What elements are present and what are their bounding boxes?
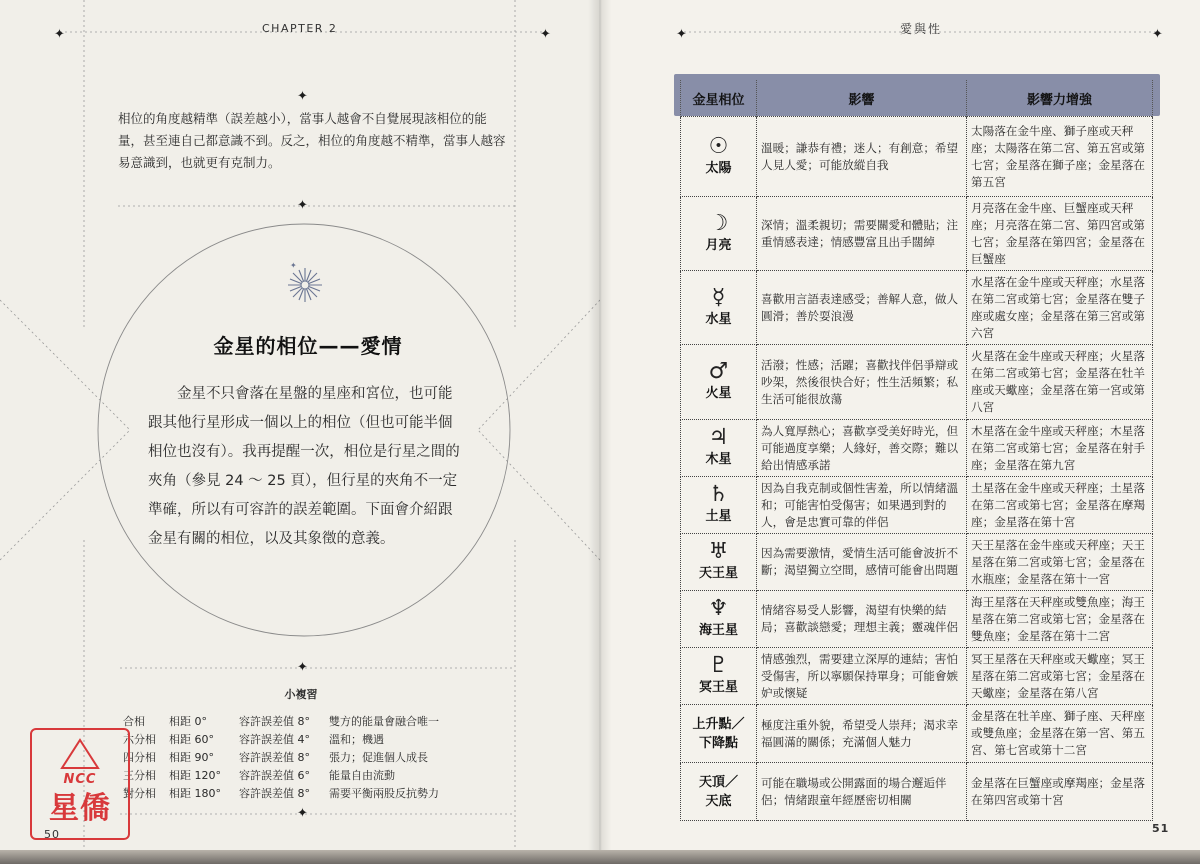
- page-number: 51: [1152, 822, 1170, 835]
- table-row: [681, 534, 1153, 591]
- table-row: [681, 271, 1153, 345]
- review-row: 四分相 相距 90° 容許誤差值 8° 張力；促進個人成長: [123, 751, 428, 764]
- effect-cell: 溫暖；謙恭有禮；迷人；有創意；希望人見人愛；可能放縱自我: [757, 117, 967, 197]
- effect-cell: 極度注重外貌，希望受人崇拜；渴求幸福圓滿的關係；充滿個人魅力: [757, 705, 967, 763]
- amplify-cell: 冥王星落在天秤座或天蠍座；冥王星落在第二宮或第七宮；金星落在天蠍座；金星落在第八宮: [967, 648, 1153, 705]
- sparkle-icon: ✦: [297, 89, 308, 104]
- effect-cell: 因為自我克制或個性害羞，所以情緒溫和；可能害怕受傷害；如果遇到對的人，會是忠實可靠的伴侶: [757, 477, 967, 534]
- sparkle-icon: ✦: [540, 27, 551, 42]
- chapter-header: 愛與性: [900, 22, 943, 36]
- table-row: [681, 117, 1153, 197]
- intro-paragraph: 相位的角度越精準（誤差越小），當事人越會不自覺展現該相位的能量，甚至連自己都意識不到。反之，相位的角度越不精準，當事人越容易意識到，也就更有克制力。: [118, 111, 506, 170]
- effect-cell: 情緒容易受人影響，渴望有快樂的結局；喜歡談戀愛；理想主義；靈魂伴侶: [757, 591, 967, 648]
- amplify-cell: 水星落在金牛座或天秤座；水星落在第二宮或第七宮；金星落在雙子座或處女座；金星落在第三宮或第六宮: [967, 271, 1153, 345]
- effect-cell: 可能在職場或公開露面的場合邂逅伴侶；情緒跟童年經歷密切相關: [757, 763, 967, 821]
- book-gutter: [588, 0, 612, 864]
- amplify-cell: 月亮落在金牛座、巨蟹座或天秤座；月亮落在第二宮、第四宮或第七宮；金星落在第四宮；金星落在巨蟹座: [967, 197, 1153, 271]
- review-row: 合相 相距 0° 容許誤差值 8° 雙方的能量會融合唯一: [123, 715, 439, 728]
- chapter-header: CHAPTER 2: [262, 22, 338, 35]
- column-header: 影響: [757, 80, 967, 117]
- table-row: [681, 197, 1153, 271]
- amplify-cell: 金星落在巨蟹座或摩羯座；金星落在第四宮或第十宮: [967, 763, 1153, 821]
- review-row: 三分相 相距 120° 容許誤差值 6° 能量自由流動: [123, 769, 395, 782]
- moon-icon: ☽: [708, 210, 729, 236]
- table-header-row: [681, 80, 1153, 117]
- pluto-icon: ♇: [708, 653, 729, 678]
- saturn-icon: ♄: [708, 482, 729, 507]
- planet-cell: ☽ 月亮: [681, 197, 757, 271]
- table-row: [681, 420, 1153, 477]
- planet-cell: ☿ 水星: [681, 271, 757, 345]
- planet-cell: ♅ 天王星: [681, 534, 757, 591]
- mercury-icon: ☿: [711, 284, 726, 310]
- sparkle-icon: ✦: [54, 27, 65, 42]
- starburst-icon: [282, 262, 328, 308]
- planet-cell: ♄ 土星: [681, 477, 757, 534]
- amplify-cell: 火星落在金牛座或天秤座；火星落在第二宮或第七宮；金星落在牡羊座或天蠍座；金星落在第一宮或第八宮: [967, 345, 1153, 420]
- svg-text:✦: ✦: [290, 262, 297, 270]
- sun-icon: ☉: [708, 133, 729, 159]
- sparkle-icon: ✦: [676, 27, 687, 42]
- table-row: [681, 477, 1153, 534]
- effect-cell: 喜歡用言語表達感受；善解人意，做人圓滑；善於耍浪漫: [757, 271, 967, 345]
- watermark-stamp: [30, 728, 130, 840]
- aspects-table: [680, 80, 1153, 821]
- amplify-cell: 土星落在金牛座或天秤座；土星落在第二宮或第七宮；金星落在摩羯座；金星落在第十宮: [967, 477, 1153, 534]
- sparkle-icon: ✦: [297, 198, 308, 213]
- amplify-cell: 太陽落在金牛座、獅子座或天秤座；太陽落在第二宮、第五宮或第七宮；金星落在獅子座；金星落在第五宮: [967, 117, 1153, 197]
- planet-cell: ♃ 木星: [681, 420, 757, 477]
- amplify-cell: 金星落在牡羊座、獅子座、天秤座或雙魚座；金星落在第一宮、第五宮、第七宮或第十二宮: [967, 705, 1153, 763]
- amplify-cell: 木星落在金牛座或天秤座；木星落在第二宮或第七宮；金星落在射手座；金星落在第九宮: [967, 420, 1153, 477]
- page-number: 50: [44, 828, 60, 841]
- amplify-cell: 海王星落在天秤座或雙魚座；海王星落在第二宮或第七宮；金星落在雙魚座；金星落在第十二宮: [967, 591, 1153, 648]
- amplify-cell: 天王星落在金牛座或天秤座；天王星落在第二宮或第七宮；金星落在水瓶座；金星落在第十一宮: [967, 534, 1153, 591]
- planet-cell: ♂ 火星: [681, 345, 757, 420]
- jupiter-icon: ♃: [708, 425, 729, 450]
- column-header: 影響力增強: [967, 80, 1153, 117]
- body-paragraph: 金星不只會落在星盤的星座和宮位，也可能跟其他行星形成一個以上的相位（但也可能半個相位也沒有）。我再提醒一次，相位是行星之間的夾角（參見 24 ～ 25 頁），但行星的夾角不一定準確，所以有可容許的誤差範圍。下面會介紹跟金星有關的相位，以及其象徵的意義。: [148, 386, 460, 547]
- review-row: 六分相 相距 60° 容許誤差值 4° 溫和；機遇: [123, 733, 384, 746]
- table-row: [681, 591, 1153, 648]
- table-row: [681, 345, 1153, 420]
- triangle-icon: [58, 736, 102, 772]
- table-row: [681, 648, 1153, 705]
- planet-cell: ♇ 冥王星: [681, 648, 757, 705]
- effect-cell: 活潑；性感；活躍；喜歡找伴侶爭辯或吵架，然後很快合好；性生活頻繁；私生活可能很放蕩: [757, 345, 967, 420]
- column-header: 金星相位: [681, 80, 757, 117]
- neptune-icon: ♆: [708, 596, 729, 621]
- review-title: 小複習: [284, 688, 318, 701]
- sparkle-icon: ✦: [297, 806, 308, 821]
- stamp-text: NCC: [63, 772, 97, 787]
- sparkle-icon: ✦: [1152, 27, 1163, 42]
- planet-cell: ♆ 海王星: [681, 591, 757, 648]
- effect-cell: 深情；溫柔親切；需要關愛和體貼；注重情感表達；情感豐富且出手闊綽: [757, 197, 967, 271]
- book-edge: [0, 850, 1200, 864]
- planet-cell: ☉ 太陽: [681, 117, 757, 197]
- mars-icon: ♂: [708, 359, 729, 384]
- section-heading: 金星的相位——愛情: [213, 334, 403, 358]
- sparkle-icon: ✦: [297, 660, 308, 675]
- stamp-chars: 星僑: [49, 791, 111, 826]
- planet-cell: 上升點／ 下降點: [681, 705, 757, 763]
- table-row: [681, 705, 1153, 763]
- effect-cell: 因為需要激情，愛情生活可能會波折不斷；渴望獨立空間，感情可能會出問題: [757, 534, 967, 591]
- planet-cell: 天頂／ 天底: [681, 763, 757, 821]
- effect-cell: 情感強烈，需要建立深厚的連結；害怕受傷害，所以寧願保持單身；可能會嫉妒或懷疑: [757, 648, 967, 705]
- uranus-icon: ♅: [708, 539, 729, 564]
- table-row: [681, 763, 1153, 821]
- effect-cell: 為人寬厚熱心；喜歡享受美好時光，但可能過度享樂；人緣好，善交際；難以給出情感承諾: [757, 420, 967, 477]
- review-row: 對分相 相距 180° 容許誤差值 8° 需要平衡兩股反抗勢力: [123, 787, 439, 800]
